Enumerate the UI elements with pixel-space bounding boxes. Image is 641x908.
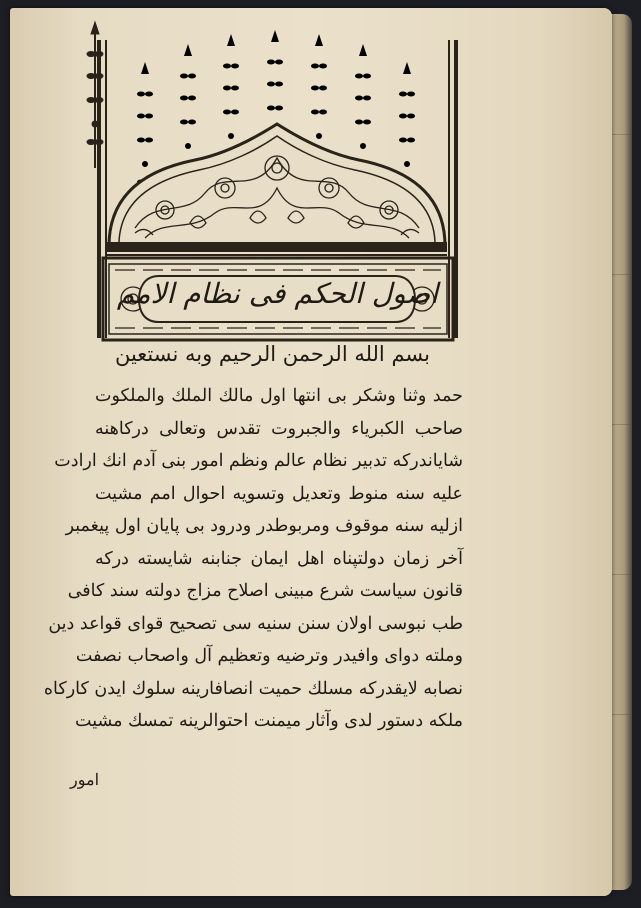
basmala: بسم الله الرحمن الرحیم وبه نستعین	[114, 342, 430, 366]
text-line: صاحب الکبریاء والجبروت تقدس وتعالی درکاهنه	[95, 418, 463, 439]
text-line: وملته دوای وافیدر وترضیه وتعظیم آل واصحاب نصفت	[75, 646, 463, 666]
text-line: ازلیه سنه موقوف ومربوطدر ودرود بی پایان اول پیغمبر	[65, 516, 463, 536]
body-text	[43, 380, 463, 738]
text-line: علیه سنه منوط وتعدیل وتسویه احوال امم مشیت	[95, 483, 463, 504]
text-line: قانون سیاست شرع مبینی اصلاح مزاج دولته سند کافی	[67, 581, 463, 601]
book-title: اصول الحکم فی نظام الامم	[116, 276, 439, 310]
text-line: حمد وثنا وشکر بی انتها اول مالك الملك والملکوت	[95, 386, 463, 406]
text-line: طب نبوسی اولان سنن سنیه سی تصحیح قوای قواعد دین	[48, 613, 463, 634]
text-line: آخر زمان دولتپناه اهل ایمان جنابنه شایسته درکه	[95, 548, 463, 569]
text-line: شایاندرکه تدبیر نظام عالم ونظم امور بنی آدم انك ارادت	[54, 451, 463, 471]
text-line: ملکه دستور لدی وآثار میمنت احتوالرینه تمسك مشیت	[75, 711, 463, 731]
text-line: نصابه لایقدرکه مسلك حمیت انصافارینه سلوك ایدن کارکاه	[43, 678, 463, 699]
catchword: امور	[70, 770, 100, 789]
